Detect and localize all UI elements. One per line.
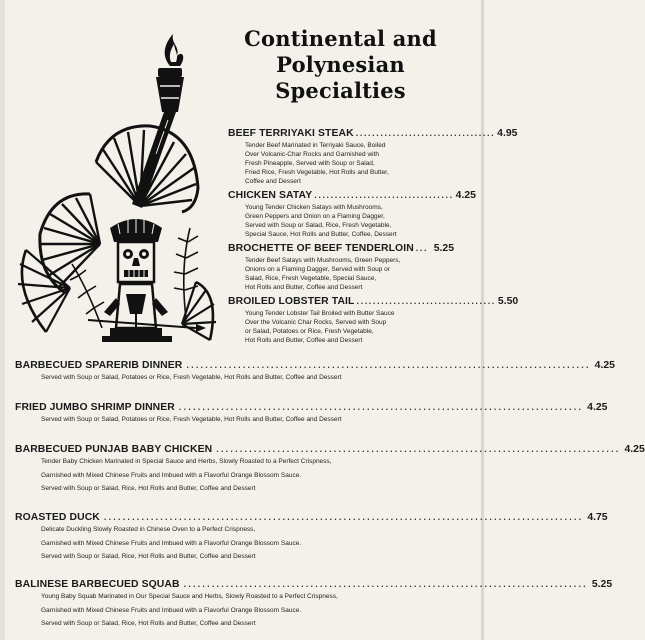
menu-item-price: 4.25: [455, 190, 476, 201]
description-line: Over the Volcanic Char Rocks, Served with Soup: [245, 319, 387, 326]
menu-item-name: FRIED JUMBO SHRIMP DINNER: [15, 402, 175, 413]
menu-item-price: 4.25: [594, 360, 615, 371]
menu-item-name: BROILED LOBSTER TAIL: [228, 296, 355, 307]
description-line: Tender Baby Chicken Marinated in Special Sauce and Herbs, Slowly Roasted to a Perfect Crispness,: [41, 458, 332, 465]
description-line: Served with Soup or Salad, Rice, Fresh Vegetable,: [245, 222, 392, 229]
description-line: Served with Soup or Salad, Potatoes or Rice, Fresh Vegetable, Hot Rolls and Butter, Coffee and Dessert: [41, 374, 342, 381]
leader-dots: ......................................................................................: [183, 579, 588, 589]
description-line: Fresh Pineapple, Served with Soup or Salad,: [245, 160, 375, 167]
description-line: Young Tender Lobster Tail Broiled with Butter Sauce: [245, 310, 395, 317]
menu-item-description: [245, 309, 454, 345]
menu-item-description: [245, 256, 454, 292]
description-line: Garnished with Mixed Chinese Fruits and Imbued with a Flavorful Orange Blossom Sauce.: [41, 539, 302, 547]
menu-item-chicken-satay: [228, 190, 476, 239]
description-line: Young Baby Squab Marinated in Our Special Sauce and Herbs, Slowly Roasted to a Perfect Crispness,: [41, 593, 338, 600]
menu-item-name: CHICKEN SATAY: [228, 190, 313, 201]
leader-dots: ......................................................................................: [178, 402, 584, 412]
menu-title-line: Specialties: [275, 78, 406, 103]
menu-item-price: 5.50: [497, 296, 519, 307]
menu-item-balinese-barbecued-squab: [15, 579, 613, 631]
menu-item-brochette-of-beef-tenderloin: [228, 243, 454, 292]
menu-item-beef-terriyaki-steak: [228, 128, 518, 186]
description-line: Tender Beef Satays with Mushrooms, Green Peppers,: [245, 257, 401, 264]
menu-item-name: BALINESE BARBECUED SQUAB: [15, 579, 180, 590]
leader-dots: ......................................................................................................: [103, 512, 584, 522]
description-line: Served with Soup or Salad, Rice, Hot Rolls and Butter, Coffee and Dessert: [41, 620, 256, 627]
menu-item-price: 5.25: [433, 243, 454, 254]
menu-item-description: [245, 141, 454, 186]
leader-dots: ..................................: [314, 190, 454, 200]
menu-item-description: [245, 203, 454, 239]
description-line: or Salad, Potatoes or Rice, Fresh Vegetable,: [245, 328, 374, 335]
description-line: Young Tender Chicken Satays with Mushrooms,: [245, 204, 383, 211]
description-line: Over Volcanic-Char Rocks and Garnished with: [245, 151, 380, 158]
page-edge: [481, 0, 484, 640]
description-line: Tender Beef Marinated in Terriyaki Sauce, Boiled: [245, 142, 386, 149]
description-line: Salad, Rice, Fresh Vegetable, Special Sauce,: [245, 275, 377, 282]
menu-item-name: BARBECUED PUNJAB BABY CHICKEN: [15, 444, 213, 455]
leader-dots: ..................................: [355, 128, 496, 138]
description-line: Special Sauce, Hot Rolls and Butter, Coffee, Dessert: [245, 231, 397, 238]
description-line: Served with Soup or Salad, Potatoes or Rice, Fresh Vegetable, Hot Rolls and Butter, Coffee and Dessert: [41, 416, 342, 423]
description-line: Fried Rice, Fresh Vegetable, Hot Rolls and Butter,: [245, 169, 389, 176]
menu-item-name: BARBECUED SPARERIB DINNER: [15, 360, 183, 371]
menu-item-roasted-duck: [15, 512, 608, 564]
menu-title-line: Continental and: [244, 26, 437, 51]
menu-title: [228, 26, 453, 104]
description-line: Delicate Duckling Slowly Roasted in Chinese Oven to a Perfect Crispness,: [41, 526, 256, 533]
menu-item-barbecued-sparerib-dinner: [15, 360, 615, 385]
description-line: Served with Soup or Salad, Rice, Hot Rolls and Butter, Coffee and Dessert: [41, 485, 256, 492]
description-line: Served with Soup or Salad, Rice, Hot Rolls and Butter, Coffee and Dessert: [41, 553, 256, 560]
menu-item-price: 5.25: [591, 579, 613, 590]
menu-item-barbecued-punjab-baby-chicken: [15, 444, 645, 496]
description-line: Garnished with Mixed Chinese Fruits and Imbued with a Flavorful Orange Blossom Sauce.: [41, 606, 302, 614]
menu-item-price: 4.25: [587, 402, 608, 413]
description-line: Coffee and Dessert: [245, 178, 301, 185]
description-line: Hot Rolls and Butter, Coffee and Dessert: [245, 337, 363, 344]
leader-dots: ...: [415, 243, 429, 253]
leader-dots: ......................................................................................: [186, 360, 591, 370]
menu-item-name: BROCHETTE OF BEEF TENDERLOIN: [228, 243, 414, 254]
menu-item-price: 4.95: [497, 128, 518, 139]
menu-title-line: Polynesian: [276, 52, 405, 77]
menu-item-fried-jumbo-shrimp-dinner: [15, 402, 608, 427]
description-line: Green Peppers and Onion on a Flaming Dagger,: [245, 213, 385, 220]
description-line: Garnished with Mixed Chinese Fruits and Imbued with a Flavorful Orange Blossom Sauce.: [41, 471, 302, 479]
leader-dots: ......................................................................................: [216, 444, 621, 454]
description-line: Onions on a Flaming Dagger, Served with Soup or: [245, 266, 390, 273]
leader-dots: ..................................: [356, 296, 496, 306]
menu-item-price: 4.75: [587, 512, 608, 523]
description-line: Hot Rolls and Butter, Coffee and Dessert: [245, 284, 363, 291]
menu-item-name: BEEF TERRIYAKI STEAK: [228, 128, 354, 139]
menu-item-broiled-lobster-tail: [228, 296, 519, 345]
menu-item-price: 4.25: [624, 444, 645, 455]
tiki-torch-palm-illustration-icon: [10, 28, 220, 348]
menu-item-name: ROASTED DUCK: [15, 512, 100, 523]
page-edge: [0, 0, 5, 640]
